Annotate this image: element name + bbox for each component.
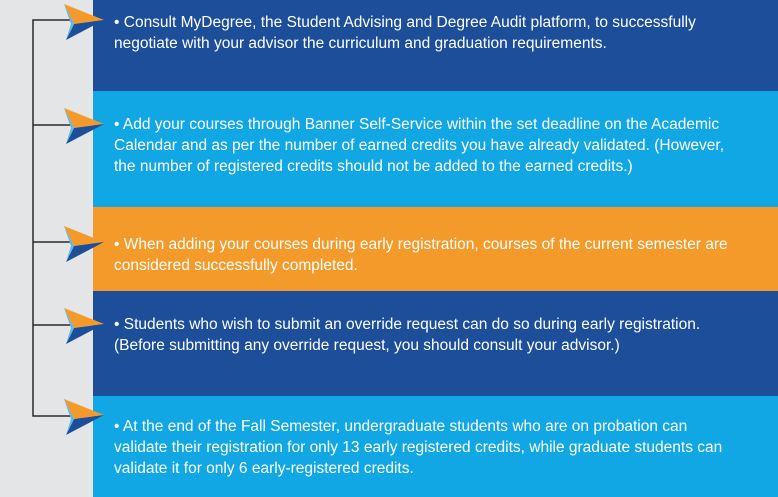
arrow-chevron-icon (62, 224, 106, 264)
step-1-text: Consult MyDegree, the Student Advising and Degree Audit platform, to successfully negotiate with your advisor the curriculum and graduation requirements. (114, 14, 696, 52)
step-4-band (93, 291, 778, 396)
step-4-text-row (114, 314, 738, 356)
arrow-chevron-icon (62, 2, 106, 42)
arrow-chevron-icon (62, 397, 106, 437)
step-2-text: Add your courses through Banner Self-Service within the set deadline on the Academic Calendar and as per the number of earned credits you have already validated. (However, the number of registered credits should not be added to the earned credits.) (114, 116, 725, 175)
step-4-text: Students who wish to submit an override request can do so during early registration. (Before submitting any override request, you should consult your advisor.) (114, 316, 701, 354)
arrow-chevron-icon (62, 306, 106, 346)
bullet: • (114, 316, 120, 333)
bullet: • (114, 14, 120, 31)
bullet: • (114, 236, 120, 253)
arrow-chevron-icon (62, 106, 106, 146)
step-1-band (93, 0, 778, 91)
bullet: • (114, 116, 120, 133)
step-3-band (93, 207, 778, 291)
step-2-text-row (114, 114, 738, 177)
step-5-text: At the end of the Fall Semester, undergraduate students who are on probation can validate their registration for only 13 early registered credits, while graduate students can validate it for only 6 early-registered credits. (114, 418, 723, 477)
step-3-text-row (114, 234, 738, 276)
step-3-text: When adding your courses during early registration, courses of the current semester are considered successfully completed. (114, 236, 728, 274)
step-5-text-row (114, 416, 738, 479)
bullet: • (114, 418, 120, 435)
step-1-text-row (114, 12, 738, 54)
step-2-band (93, 91, 778, 207)
step-5-band (93, 396, 778, 497)
